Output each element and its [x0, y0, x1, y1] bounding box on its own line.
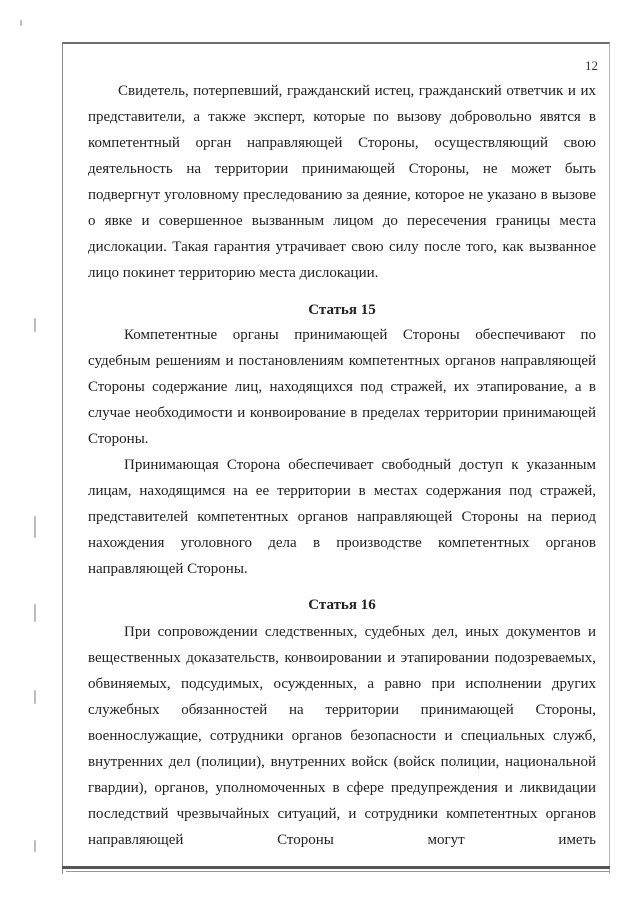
- scan-artifact: [34, 840, 36, 852]
- paragraph-escort-duties: При сопровождении следственных, судебных дел, иных документов и вещественных доказательств, конвоировании и этапировании подозреваемых, обвиняемых, подсудимых, осужденных, а равно при исполнении других служебных обязанностей на территории принимающей Стороны, военнослужащие, сотрудники органов безопасности и специальных служб, внутренних дел (полиции), внутренних войск (войск полиции, национальной гвардии), органов, уполномоченных в сфере предупреждения и ликвидации последствий чрезвычайных ситуаций, и сотрудники компетентных органов направляющей Стороны могут иметь: [88, 624, 596, 848]
- article-15-heading: Статья 15: [308, 302, 376, 318]
- scan-artifact: [34, 516, 36, 538]
- paragraph-witness-immunity: Свидетель, потерпевший, гражданский истец, гражданский ответчик и их представители, а также эксперт, которые по вызову добровольно явятся в компетентный орган направляющей Стороны, осуществляющий свою деятельность на территории принимающей Стороны, не может быть подвергнут уголовному преследованию за деяние, которое не указано в вызове о явке и совершенное вызванным лицом до пересечения границы места дислокации. Такая гарантия утрачивает свою силу после того, как вызванное лицо покинет территорию места дислокации.: [88, 83, 596, 281]
- scan-artifact: [20, 20, 22, 26]
- paragraph-free-access: Принимающая Сторона обеспечивает свободный доступ к указанным лицам, находящимся на ее территории в местах содержания под стражей, представителей компетентных органов направляющей Стороны на период нахождения уголовного дела в производстве компетентных органов направляющей Стороны.: [88, 457, 596, 577]
- page-border-bottom-thin: [66, 871, 610, 872]
- article-16-heading: Статья 16: [308, 597, 376, 613]
- paragraph-custody-maintenance: Компетентные органы принимающей Стороны обеспечивают по судебным решениям и постановлениям компетентных органов направляющей Стороны содержание лиц, находящихся под стражей, их этапирование, а в случае необходимости и конвоирование в пределах территории принимающей Стороны.: [88, 327, 596, 447]
- scan-artifact: [34, 604, 36, 622]
- scan-artifact: [34, 690, 36, 704]
- scan-artifact: [34, 318, 36, 332]
- page-border-bottom: [62, 866, 610, 869]
- page-number: 12: [585, 58, 598, 73]
